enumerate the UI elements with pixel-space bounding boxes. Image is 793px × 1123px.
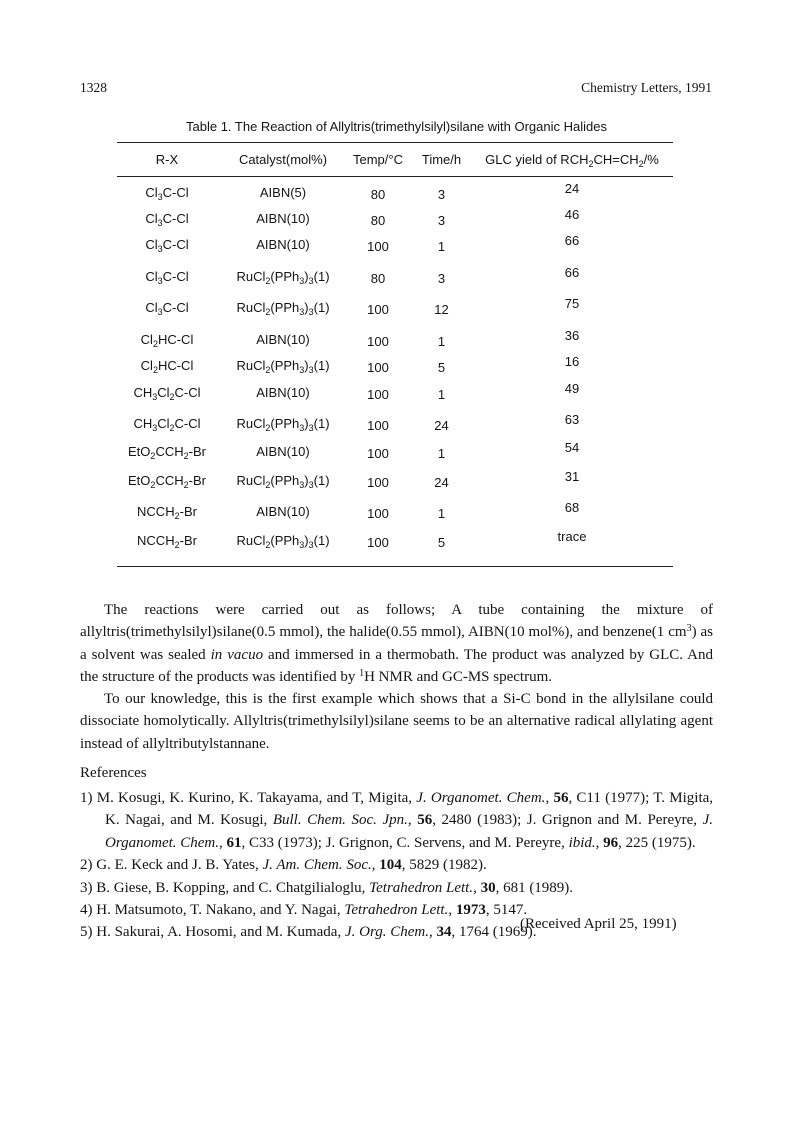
table-cell-yield: 31 [564, 469, 580, 484]
table-top-rule [117, 142, 673, 143]
ref-sep: , [595, 834, 604, 851]
ref-volume: 56 [417, 812, 433, 829]
table-bottom-rule [117, 566, 673, 567]
table-cell-yield: 63 [564, 412, 580, 427]
ref-journal: Tetrahedron Lett. [344, 902, 449, 919]
reference-item [80, 877, 713, 899]
ref-journal: J. Organomet. Chem. [416, 790, 546, 806]
ref-sep: , [429, 924, 437, 941]
table-cell-temp: 80 [370, 187, 386, 202]
ref-journal: Tetrahedron Lett. [369, 879, 474, 896]
table-cell-catalyst: $RuCl_2(PPh_3)_3(1)$ [236, 300, 330, 317]
ref-text: 5) H. Sakurai, A. Hosomi, and M. Kumada, [80, 924, 345, 941]
ref-journal: ibid. [568, 834, 596, 851]
p1-sup-c: 1 [359, 668, 365, 680]
p1-italic: in vacuo [210, 646, 264, 663]
ref-journal: J. Am. Chem. Soc. [262, 857, 372, 874]
table-cell-rx: $CH_3Cl_2C-Cl$ [133, 385, 201, 402]
table-cell-time: 1 [437, 446, 446, 461]
table-cell-catalyst: $RuCl_2(PPh_3)_3(1)$ [236, 416, 330, 433]
table-cell-catalyst: AIBN(10) [256, 332, 310, 347]
table-cell-temp: 100 [367, 418, 389, 433]
table-cell-catalyst: AIBN(5) [259, 185, 307, 200]
p1-text-a: The reactions were carried out as follows; A tube containing the mixture of allyltris(trimethylsilyl)silane(0.5 mmol), the halide(0.55 mmol), AIBN(10 mol%), and benzene(1 cm [80, 602, 713, 641]
ref-journal: Bull. Chem. Soc. Jpn. [272, 812, 408, 829]
ref-text: , 681 (1989). [495, 879, 574, 896]
table-cell-temp: 100 [367, 239, 389, 254]
table-cell-catalyst: AIBN(10) [256, 211, 310, 226]
table-cell-yield: 66 [564, 233, 580, 248]
table-cell-yield: 46 [564, 207, 580, 222]
ref-text: , 2480 (1983); J. Grignon and M. Pereyre, [432, 812, 703, 829]
table-cell-time: 3 [437, 187, 446, 202]
table-cell-catalyst: AIBN(10) [256, 237, 310, 252]
table-cell-yield: 68 [564, 500, 580, 515]
ref-journal: J. Organomet. Chem. [105, 812, 713, 851]
table-cell-rx: $NCCH_2-Br$ [137, 504, 197, 521]
ref-journal: J. Org. Chem. [344, 924, 429, 941]
table-cell-catalyst: $RuCl_2(PPh_3)_3(1)$ [236, 358, 330, 375]
table-cell-time: 3 [437, 271, 446, 286]
ref-volume: 104 [379, 857, 402, 874]
ref-text: 3) B. Giese, B. Kopping, and C. Chatgilialoglu, [80, 879, 370, 896]
table-cell-temp: 100 [367, 387, 389, 402]
page-header [80, 80, 712, 100]
table-cell-time: 1 [437, 334, 446, 349]
table-cell-catalyst: $RuCl_2(PPh_3)_3(1)$ [236, 269, 330, 286]
ref-volume: 1973 [455, 902, 486, 919]
page-number: 1328 [80, 80, 107, 95]
table-cell-temp: 100 [367, 360, 389, 375]
column-header-time: Time/h [421, 152, 462, 167]
ref-sep: , [219, 834, 227, 851]
ref-sep: , [371, 857, 380, 874]
table-cell-rx: $Cl_3C-Cl$ [145, 211, 189, 228]
ref-text: 4) H. Matsumoto, T. Nakano, and Y. Nagai, [80, 902, 345, 919]
table-cell-rx: $Cl_3C-Cl$ [145, 269, 189, 286]
table-cell-catalyst: AIBN(10) [256, 385, 310, 400]
table-cell-yield: 24 [564, 181, 580, 196]
table-cell-rx: $NCCH_2-Br$ [137, 533, 197, 550]
paragraph-procedure [80, 599, 713, 689]
table-cell-time: 1 [437, 506, 446, 521]
p1-text-d: H NMR and GC-MS spectrum. [364, 669, 553, 686]
results-table [117, 142, 673, 568]
journal-name: Chemistry Letters, 1991 [581, 80, 712, 95]
references-heading: References [80, 765, 147, 781]
ref-text: 2) G. E. Keck and J. B. Yates, [80, 857, 263, 874]
reference-item [80, 787, 713, 854]
table-cell-catalyst: AIBN(10) [256, 444, 310, 459]
paragraph-conclusion: To our knowledge, this is the first example which shows that a Si-C bond in the allylsilane could dissociate homolytically. Allyltris(trimethylsilyl)silane seems to be an alternative radical allylating agent instead of allyltributylstannane. [80, 691, 713, 752]
table-cell-rx: $Cl_2HC-Cl$ [140, 332, 194, 349]
table-caption: Table 1. The Reaction of Allyltris(trimethylsilyl)silane with Organic Halides [186, 119, 607, 134]
table-cell-rx: $Cl_3C-Cl$ [145, 185, 189, 202]
table-cell-temp: 80 [370, 271, 386, 286]
ref-volume: 34 [436, 924, 452, 941]
table-cell-yield: 36 [564, 328, 580, 343]
table-cell-yield: 49 [564, 381, 580, 396]
ref-text: , 5147. [485, 902, 528, 919]
table-cell-temp: 100 [367, 334, 389, 349]
table-cell-rx: $CH_3Cl_2C-Cl$ [133, 416, 201, 433]
table-cell-temp: 100 [367, 446, 389, 461]
table-cell-time: 24 [434, 475, 449, 490]
table-cell-catalyst: AIBN(10) [256, 504, 310, 519]
table-cell-rx: $Cl_2HC-Cl$ [140, 358, 194, 375]
table-cell-time: 1 [437, 387, 446, 402]
table-cell-rx: $Cl_3C-Cl$ [145, 237, 189, 254]
column-header-yield: GLC yield of $RCH_2CH=CH_2/\%$ [485, 152, 659, 169]
column-header-rx: R-X [155, 152, 179, 167]
ref-volume: 30 [480, 879, 496, 896]
table-cell-time: 12 [434, 302, 449, 317]
ref-text: , 1764 (1969). [451, 924, 537, 941]
table-cell-yield: 66 [564, 265, 580, 280]
table-cell-temp: 100 [367, 475, 389, 490]
table-cell-catalyst: $RuCl_2(PPh_3)_3(1)$ [236, 473, 330, 490]
ref-volume: 96 [603, 834, 619, 851]
reference-item [80, 854, 713, 876]
table-cell-rx: $Cl_3C-Cl$ [145, 300, 189, 317]
ref-sep: , [473, 879, 481, 896]
p1-sup-a: 3 [686, 623, 692, 635]
ref-sep: , [407, 812, 418, 829]
column-header-catalyst: Catalyst(mol%) [238, 152, 328, 167]
table-cell-time: 5 [437, 535, 446, 550]
table-cell-yield: 54 [564, 440, 580, 455]
table-cell-time: 1 [437, 239, 446, 254]
table-cell-catalyst: $RuCl_2(PPh_3)_3(1)$ [236, 533, 330, 550]
ref-text: , 225 (1975). [618, 834, 696, 851]
p1-text-c: and immersed in a thermobath. The product was analyzed by GLC. And the structure of the products was identified by [80, 646, 714, 686]
ref-text: , C33 (1973); J. Grignon, C. Servens, and M. Pereyre, [241, 834, 569, 851]
table-cell-rx: $EtO_2CCH_2-Br$ [128, 444, 206, 461]
table-cell-time: 24 [434, 418, 449, 433]
table-cell-yield: 75 [564, 296, 580, 311]
ref-sep: , [448, 902, 456, 919]
received-date: (Received April 25, 1991) [520, 916, 677, 932]
ref-volume: 56 [553, 790, 569, 806]
table-cell-rx: $EtO_2CCH_2-Br$ [128, 473, 206, 490]
ref-text: 1) M. Kosugi, K. Kurino, K. Takayama, and T, Migita, [80, 790, 417, 806]
table-cell-yield: 16 [564, 354, 580, 369]
ref-sep: , [545, 790, 554, 806]
ref-text: , C11 (1977); T. Migita, K. Nagai, and M. Kosugi, [105, 790, 714, 829]
table-cell-temp: 80 [370, 213, 386, 228]
table-cell-time: 5 [437, 360, 446, 375]
table-cell-temp: 100 [367, 506, 389, 521]
p1-text-b: ) as a solvent was sealed [80, 624, 713, 663]
table-cell-temp: 100 [367, 302, 389, 317]
ref-volume: 61 [226, 834, 242, 851]
table-header-rule [117, 176, 673, 177]
column-header-temp: Temp/°C [353, 152, 403, 167]
ref-text: , 5829 (1982). [401, 857, 487, 874]
table-cell-temp: 100 [367, 535, 389, 550]
table-cell-yield: trace [557, 529, 587, 544]
table-cell-time: 3 [437, 213, 446, 228]
